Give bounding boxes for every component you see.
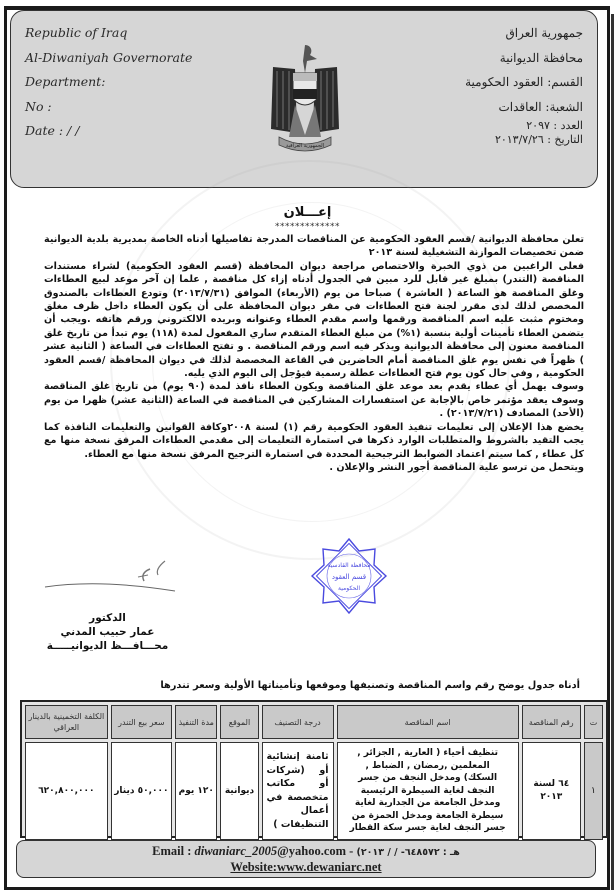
signatory-title: الدكتور xyxy=(89,612,126,624)
number-label: No : xyxy=(25,98,52,114)
table-header-row xyxy=(25,705,603,739)
country-en: Republic of Iraq xyxy=(25,25,128,40)
cell-estimated-cost: ٦٢٠,٨٠٠,٠٠٠ xyxy=(25,742,108,840)
footer-contact xyxy=(16,840,596,878)
header-tender-number: رقم المناقصة xyxy=(522,705,581,739)
paragraph: يخضع هذا الإعلان إلى تعليمات تنفيذ العقود الحكومية رقم (١) لسنة ٢٠٠٨وكافة القوانين والتعليمات النافذة كما يجب التقيد بالشروط والمتطلبات الوارد ذكرها في استمارة التعليمات إلى مقدمي العطاءات المرفق نسخة منها مع كل عطاء , كما سيتم اعتماد الضوابط الترجيحية المحددة في استمارة الترجيح المرفق نسخة منها مع العطاء. xyxy=(44,421,584,460)
website-link[interactable]: Website:www.dewaniarc.net xyxy=(230,860,382,874)
paragraph: ويتحمل من ترسو علية المناقصة أجور النشر والإعلان . xyxy=(329,461,584,473)
svg-text:الجمهورية العراقية: الجمهورية العراقية xyxy=(285,143,325,149)
email-domain: @yahoo.com - xyxy=(277,844,357,858)
governorate-en: Al-Diwaniyah Governorate xyxy=(25,49,193,65)
paragraph: تعلن محافظة الديوانية /قسم العقود الحكومية عن المناقصات المدرجة تفاصيلها أدناه الخاصة بمديرية بلدية الديوانية ضمن تخصيصات الموازنة التشغيلية لسنة ٢٠١٣ xyxy=(44,234,584,259)
letterhead xyxy=(10,10,598,188)
paragraph: فعلى الراغبين من ذوي الخبرة والاختصاص مراجعة ديوان المحافظة (قسم العقود الحكومية) لشراء مستندات المناقصة (التندر) بمبلغ غير قابل للرد مبين في الجدول أدناه إزاء كل مناقصة , علما إن آخر موعد لبيع العطاءات وغلق المناقصة هو الساعة ( العاشرة ) صباحا من يوم (الأربعاء) الموافق (٢٠١٣/٧/٣١) وتودع العطاءات بالصندوق المخصص لذلك لدى مقرر لجنة فتح العطاءات في مقر ديوان المحافظة على أن يكون العطاء داخل ظرف مغلق ومختوم مثبت عليه اسم المناقصة ورقمها واسم مقدم العطاء وعنوانه وبريده الالكتروني ورقم هاتفه .ويجب أن يتضمن العطاء تأمينات أولية بنسبة (١%) من مبلغ العطاء المتقدم ساري المفعول لمدة (١١٨) يوم تبدأ من تاريخ غلق المناقصة معنون إلى محافظة الديوانية ويذكر فيه اسم ورقم المناقصة . و تفتح العطاءات في الساعة ( الثانية عشر ) ظهراً في نفس يوم غلق المناقصة أمام الحاضرين في القاعة المخصصة لذلك في ديوان المحافظة /قسم العقود الحكومية , وفي حال كون يوم فتح العطاءات عطلة رسمية فيؤجل إلى اليوم الذي يليه. xyxy=(44,260,584,380)
announcement-title: إعـــلان xyxy=(283,205,332,220)
cell-tender-name: تنظيف أحياء ( العارية , الجزائر , المعلمين ,رمضان , الضباط , السكك) ومدخل النجف من جسر النجف لغاية السيطرة الرئيسية ومدخل الجامعة من الجدارية لغاية سيطرة الجامعة ومدخل الحمزة من جسر النجف لغاية جسر سكة القطار xyxy=(337,742,519,840)
email-line xyxy=(17,844,595,860)
document-date: التاريخ : ٢٠١٣/٧/٢٦ xyxy=(494,133,583,146)
title-stars-divider: ************* xyxy=(275,222,340,232)
department-ar: القسم: العقود الحكومية xyxy=(465,75,583,89)
cell-serial: ١ xyxy=(584,742,603,840)
iraq-eagle-emblem-icon xyxy=(265,43,345,158)
header-estimated-cost: الكلفة التخمينية بالدينار العراقي xyxy=(25,705,108,739)
governorate-ar: محافظة الديوانية xyxy=(499,50,583,65)
svg-text:قسم العقود: قسم العقود xyxy=(331,573,367,581)
department-label: Department: xyxy=(25,74,106,89)
document-number: العدد : ٢٠٩٧ xyxy=(526,119,583,132)
cell-classification: ثامنة إنشائية أو (شركات أو مكاتب متخصصة في أعمال التنظيفات ) xyxy=(262,742,334,840)
tender-table xyxy=(20,700,608,838)
cell-duration: ١٢٠ يوم xyxy=(175,742,217,840)
letterhead-english xyxy=(25,21,225,144)
table-row xyxy=(25,742,603,840)
header-serial: ت xyxy=(584,705,603,739)
svg-text:الحكومية: الحكومية xyxy=(337,585,361,592)
header-classification: درجة التصنيف xyxy=(262,705,334,739)
header-tender-name: اسم المناقصة xyxy=(337,705,519,739)
signatory-position: محـــافـــظ الديوانيـــــة xyxy=(46,640,169,652)
table-caption: أدناه جدول يوضح رقم واسم المناقصة وتصنيفها وموقعها وتأميناتها الأولية وسعر تندرها xyxy=(160,680,580,691)
announcement-body xyxy=(44,233,584,474)
email-label: Email : xyxy=(152,844,195,858)
country-ar: جمهورية العراق xyxy=(505,26,583,40)
letterhead-arabic xyxy=(413,21,583,147)
date-label: Date : / / xyxy=(25,123,80,138)
header-tender-price: سعر بيع التندر xyxy=(111,705,172,739)
cell-tender-number: ٦٤ لسنة ٢٠١٣ xyxy=(522,742,581,840)
svg-text:محافظة القادسية: محافظة القادسية xyxy=(327,562,371,569)
email-address[interactable]: diwaniarc_2005 xyxy=(194,844,278,858)
signatory-block xyxy=(45,611,170,653)
signature-scribble xyxy=(40,555,200,595)
cell-location: ديوانية xyxy=(220,742,258,840)
header-duration: مدة التنفيذ xyxy=(175,705,217,739)
header-location: الموقع xyxy=(220,705,258,739)
official-stamp-icon xyxy=(310,537,388,615)
signatory-name: عمار حبيب المدني xyxy=(60,626,155,638)
phone-number: هـ : ٦٤٨٥٧٢- / / ٢٠١٣) xyxy=(356,847,460,858)
cell-tender-price: ٥٠,٠٠٠ دينار xyxy=(111,742,172,840)
paragraph: وسوف يهمل أي عطاء يقدم بعد موعد غلق المناقصة ويكون العطاء نافذ لمدة (٩٠ يوم) من تاريخ غلق المناقصة وسوف يعقد مؤتمر خاص بالإجابة عن استفسارات المشاركين في المناقصة في الساعة (الثانية عشر) ظهرا من يوم (الأحد) المصادف (٢٠١٣/٧/٢١) . xyxy=(44,381,585,420)
section-ar: الشعبة: العاقدات xyxy=(498,99,583,114)
